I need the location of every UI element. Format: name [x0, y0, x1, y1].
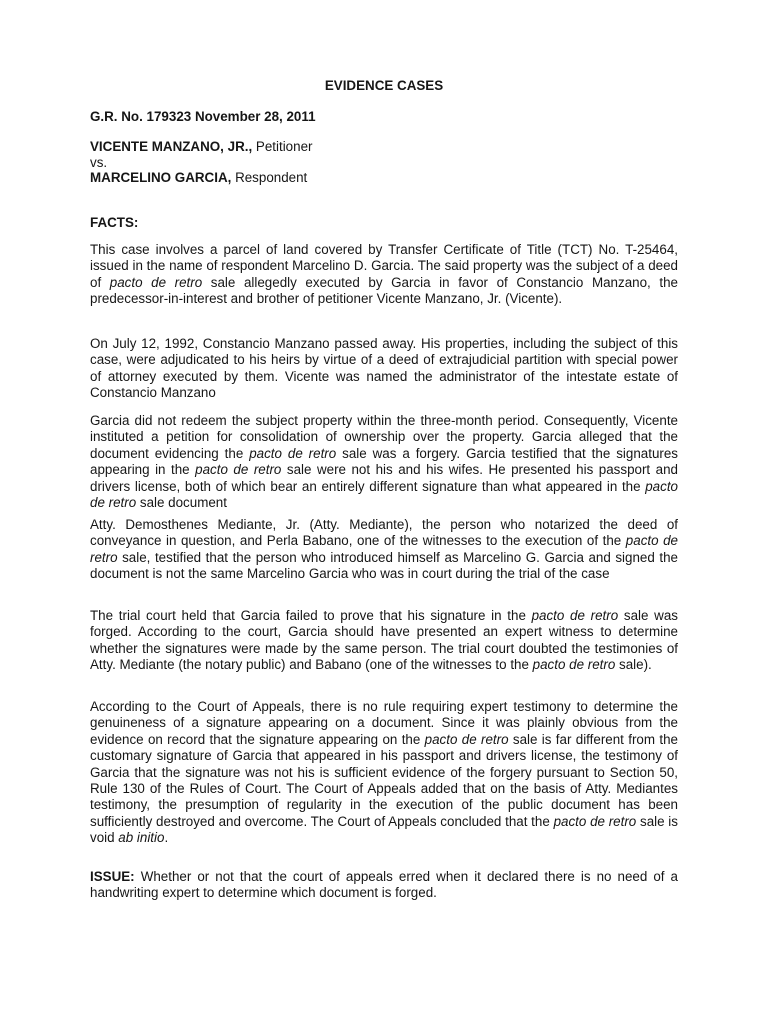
text-run: According to the Court of Appeals, there is no rule requiring expert testimony to determine the genuineness of a signature appearing on a document. Since it was plainly obvious from the evidence on record that the signature appearing on the	[90, 699, 678, 747]
respondent-name: MARCELINO GARCIA,	[90, 170, 232, 185]
paragraph	[90, 608, 678, 674]
italic-term: pacto de retro	[532, 657, 616, 673]
issue-text: Whether or not that the court of appeals erred when it declared there is no need of a handwriting expert to determine which document is forged.	[90, 869, 678, 901]
paragraph	[90, 517, 678, 583]
paragraph	[90, 336, 678, 402]
text-run: sale).	[615, 657, 652, 673]
italic-term: pacto de retro	[531, 608, 619, 623]
text-run: sale were not his and his wifes. He presented his passport and drivers license, both of which bear an entirely different signature than what appeared in the	[90, 462, 678, 494]
italic-term: pacto de retro	[109, 274, 203, 290]
case-number: G.R. No. 179323 November 28, 2011	[90, 109, 316, 124]
italic-term: pacto de retro	[424, 731, 509, 747]
italic-term: pacto de retro	[195, 462, 282, 478]
text-run: This case involves a parcel of land covered by Transfer Certificate of Title (TCT) No. T-25464, issued in the name of respondent Marcelino D. Garcia. The said property was the subject of a deed of	[90, 242, 678, 290]
document-title: EVIDENCE CASES	[324, 78, 444, 93]
respondent-role: Respondent	[231, 170, 308, 185]
text-run: sale is void	[90, 813, 678, 846]
italic-term: ab initio	[118, 830, 165, 846]
text-run: Garcia did not redeem the subject property within the three-month period. Consequently, Vicente instituted a petition for consolidation of ownership over the property. Garcia alleged that the document evidencing the	[90, 413, 678, 461]
text-run: sale document	[136, 495, 227, 511]
paragraph	[90, 242, 678, 308]
petitioner-name: VICENTE MANZANO, JR.,	[90, 139, 253, 154]
paragraph	[90, 699, 678, 847]
paragraph	[90, 413, 678, 511]
text-run: .	[164, 830, 169, 846]
text-run: Atty. Demosthenes Mediante, Jr. (Atty. Mediante), the person who notarized the deed of conveyance in question, and Perla Babano, one of the witnesses to the execution of the	[90, 517, 678, 549]
respondent-line	[90, 169, 307, 186]
italic-term: pacto de retro	[90, 478, 678, 511]
text-run: sale was a forgery. Garcia testified that the signatures appearing in the	[90, 445, 678, 478]
petitioner-role: Petitioner	[252, 139, 313, 154]
text-run: sale is far different from the customary signature of Garcia that appeared in his passport and drivers license, the testimony of Garcia that the signature was not his is sufficient evidence of the forgery pursuant to Section 50, Rule 130 of the Rules of Court. The Court of Appeals added that on the basis of Atty. Mediantes testimony, the presumption of regularity in the execution of the public document has been sufficiently destroyed and overcome. The Court of Appeals concluded that the	[90, 731, 678, 829]
petitioner-line	[90, 138, 312, 155]
text-run: sale allegedly executed by Garcia in favor of Constancio Manzano, the predecessor-in-interest and brother of petitioner Vicente Manzano, Jr. (Vicente).	[90, 274, 678, 307]
text-run: The trial court held that Garcia failed to prove that his signature in the	[90, 608, 532, 623]
text-run: sale was forged. According to the court, Garcia should have presented an expert witness to determine whether the signatures were made by the same person. The trial court doubted the testimonies of Atty. Mediante (the notary public) and Babano (one of the witnesses to the	[90, 608, 678, 673]
italic-term: pacto de retro	[249, 445, 337, 461]
facts-heading: FACTS:	[90, 215, 139, 230]
text-run: sale, testified that the person who introduced himself as Marcelino G. Garcia and signed the document is not the same Marcelino Garcia who was in court during the trial of the case	[90, 549, 678, 582]
italic-term: pacto de retro	[553, 813, 637, 829]
italic-term: pacto de retro	[90, 533, 678, 565]
versus-line: vs.	[90, 155, 108, 170]
issue-paragraph	[90, 869, 678, 902]
issue-label: ISSUE:	[90, 869, 135, 884]
text-run: On July 12, 1992, Constancio Manzano passed away. His properties, including the subject of this case, were adjudicated to his heirs by virtue of a deed of extrajudicial partition with special power of attorney executed by them. Vicente was named the administrator of the intestate estate of Constancio Manzano	[90, 336, 678, 401]
